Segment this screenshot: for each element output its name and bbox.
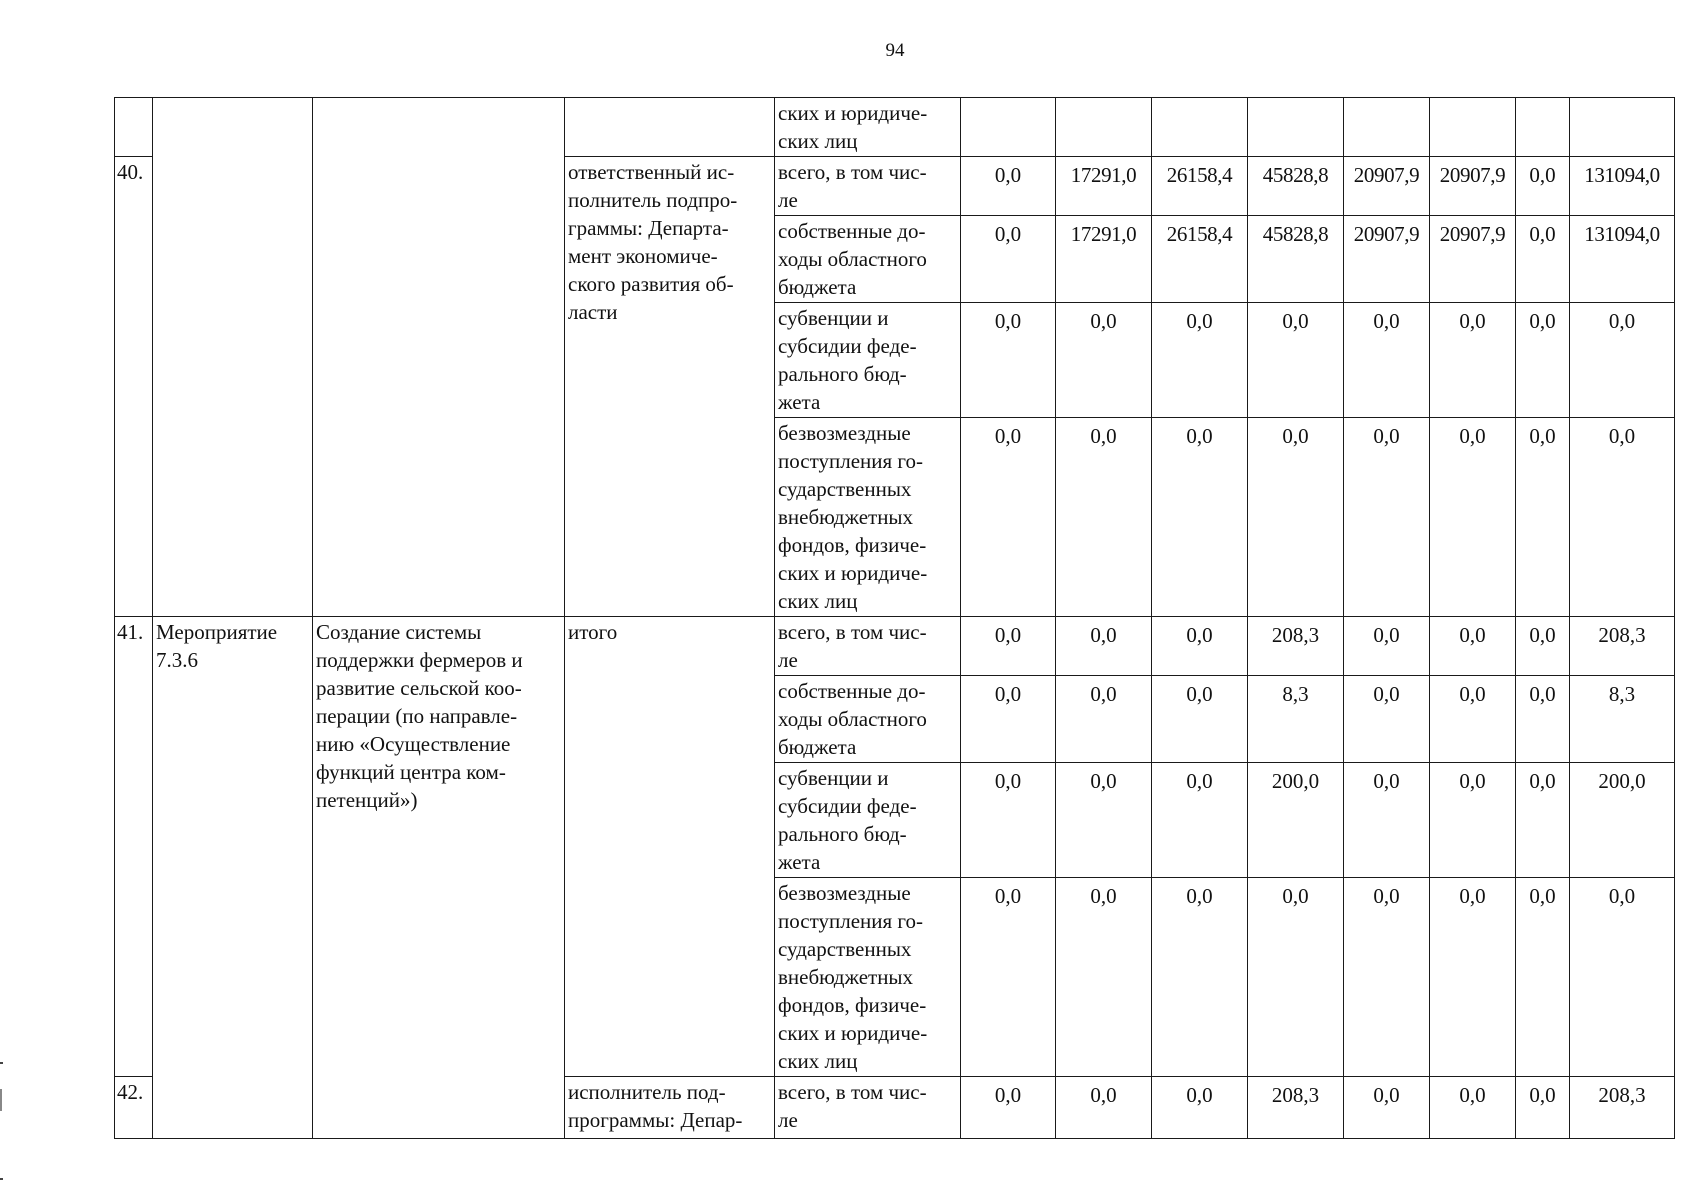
funding-source-cell: собственные до- ходы областного бюджета [775, 676, 961, 763]
value-cell: 45828,8 [1248, 157, 1344, 216]
value-cell: 0,0 [1516, 216, 1570, 303]
value-cell: 0,0 [1152, 676, 1248, 763]
value-cell: 0,0 [961, 617, 1056, 676]
row-index: 41. [115, 617, 153, 1077]
value-cell: 0,0 [1430, 418, 1516, 617]
scan-mark [0, 1089, 2, 1111]
funding-source-cell: безвозмездные поступления го- сударственных внебюджетных фондов, физиче- ских и юридиче- ских лиц [775, 418, 961, 617]
value-cell [1344, 98, 1430, 157]
value-cell: 0,0 [1570, 418, 1675, 617]
value-cell: 0,0 [1430, 878, 1516, 1077]
value-cell: 0,0 [1056, 303, 1152, 418]
table-row [115, 617, 1675, 676]
value-cell [1056, 98, 1152, 157]
value-cell: 208,3 [1248, 1077, 1344, 1139]
value-cell: 0,0 [1344, 1077, 1430, 1139]
value-cell: 0,0 [1516, 418, 1570, 617]
executor-cell [565, 98, 775, 157]
value-cell: 0,0 [1516, 303, 1570, 418]
funding-source-cell: собственные до- ходы областного бюджета [775, 216, 961, 303]
value-cell: 0,0 [1430, 763, 1516, 878]
scan-mark [0, 1062, 3, 1064]
value-cell: 0,0 [1516, 157, 1570, 216]
value-cell: 0,0 [1152, 617, 1248, 676]
funding-source-cell: ских и юридиче- ских лиц [775, 98, 961, 157]
value-cell: 0,0 [1430, 1077, 1516, 1139]
executor-cell: итого [565, 617, 775, 1077]
value-cell [1430, 98, 1516, 157]
event-name-cell [313, 98, 565, 617]
scan-mark [0, 1178, 3, 1180]
value-cell: 0,0 [961, 303, 1056, 418]
value-cell: 0,0 [1344, 418, 1430, 617]
value-cell: 0,0 [1056, 676, 1152, 763]
value-cell: 20907,9 [1430, 216, 1516, 303]
value-cell: 0,0 [1056, 1077, 1152, 1139]
value-cell [1248, 98, 1344, 157]
value-cell: 0,0 [1516, 763, 1570, 878]
value-cell: 208,3 [1570, 617, 1675, 676]
executor-cell: ответственный ис- полнитель подпро- граммы: Департа- мент экономиче- ского развития об- ласти [565, 157, 775, 617]
budget-table [114, 97, 1675, 1139]
funding-source-cell: всего, в том чис- ле [775, 157, 961, 216]
value-cell: 0,0 [1430, 303, 1516, 418]
event-cell: Мероприятие 7.3.6 [153, 617, 313, 1139]
value-cell: 8,3 [1570, 676, 1675, 763]
value-cell: 17291,0 [1056, 157, 1152, 216]
row-index [115, 98, 153, 157]
value-cell: 0,0 [961, 1077, 1056, 1139]
value-cell: 0,0 [961, 763, 1056, 878]
value-cell: 20907,9 [1344, 216, 1430, 303]
value-cell: 45828,8 [1248, 216, 1344, 303]
value-cell: 0,0 [1344, 303, 1430, 418]
value-cell: 26158,4 [1152, 157, 1248, 216]
value-cell: 0,0 [1570, 878, 1675, 1077]
value-cell [1516, 98, 1570, 157]
value-cell [961, 98, 1056, 157]
value-cell: 208,3 [1570, 1077, 1675, 1139]
value-cell: 0,0 [1570, 303, 1675, 418]
event-cell [153, 98, 313, 617]
value-cell: 0,0 [961, 216, 1056, 303]
value-cell: 0,0 [1516, 878, 1570, 1077]
value-cell: 0,0 [1430, 676, 1516, 763]
value-cell: 0,0 [1516, 676, 1570, 763]
value-cell: 0,0 [1152, 878, 1248, 1077]
value-cell: 0,0 [961, 418, 1056, 617]
value-cell: 0,0 [1344, 676, 1430, 763]
value-cell: 0,0 [1152, 1077, 1248, 1139]
event-name-cell: Создание системы поддержки фермеров и развитие сельской коо- перации (по направле- нию «Осуществление функций центра ком- петенций») [313, 617, 565, 1139]
value-cell: 17291,0 [1056, 216, 1152, 303]
page-number: 94 [885, 40, 905, 61]
funding-source-cell: безвозмездные поступления го- сударственных внебюджетных фондов, физиче- ских и юридиче- ских лиц [775, 878, 961, 1077]
value-cell: 8,3 [1248, 676, 1344, 763]
value-cell: 20907,9 [1344, 157, 1430, 216]
funding-source-cell: всего, в том чис- ле [775, 1077, 961, 1139]
value-cell: 0,0 [1056, 418, 1152, 617]
value-cell: 200,0 [1248, 763, 1344, 878]
value-cell: 0,0 [1248, 303, 1344, 418]
value-cell: 20907,9 [1430, 157, 1516, 216]
value-cell: 0,0 [1430, 617, 1516, 676]
value-cell: 0,0 [1516, 617, 1570, 676]
value-cell: 0,0 [961, 676, 1056, 763]
value-cell: 0,0 [961, 878, 1056, 1077]
value-cell: 0,0 [1344, 617, 1430, 676]
funding-source-cell: субвенции и субсидии феде- рального бюд- жета [775, 763, 961, 878]
value-cell: 200,0 [1570, 763, 1675, 878]
value-cell: 0,0 [1152, 418, 1248, 617]
value-cell: 0,0 [1344, 763, 1430, 878]
value-cell: 0,0 [1056, 878, 1152, 1077]
value-cell [1570, 98, 1675, 157]
value-cell [1152, 98, 1248, 157]
row-index: 40. [115, 157, 153, 617]
value-cell: 0,0 [1516, 1077, 1570, 1139]
value-cell: 0,0 [1344, 878, 1430, 1077]
row-index: 42. [115, 1077, 153, 1139]
value-cell: 0,0 [1056, 763, 1152, 878]
value-cell: 0,0 [1248, 878, 1344, 1077]
value-cell: 0,0 [961, 157, 1056, 216]
table-row [115, 98, 1675, 157]
executor-cell: исполнитель под- программы: Депар- [565, 1077, 775, 1139]
value-cell: 208,3 [1248, 617, 1344, 676]
value-cell: 26158,4 [1152, 216, 1248, 303]
value-cell: 0,0 [1056, 617, 1152, 676]
value-cell: 0,0 [1152, 303, 1248, 418]
value-cell: 0,0 [1152, 763, 1248, 878]
value-cell: 0,0 [1248, 418, 1344, 617]
value-cell: 131094,0 [1570, 157, 1675, 216]
funding-source-cell: всего, в том чис- ле [775, 617, 961, 676]
value-cell: 131094,0 [1570, 216, 1675, 303]
funding-source-cell: субвенции и субсидии феде- рального бюд- жета [775, 303, 961, 418]
